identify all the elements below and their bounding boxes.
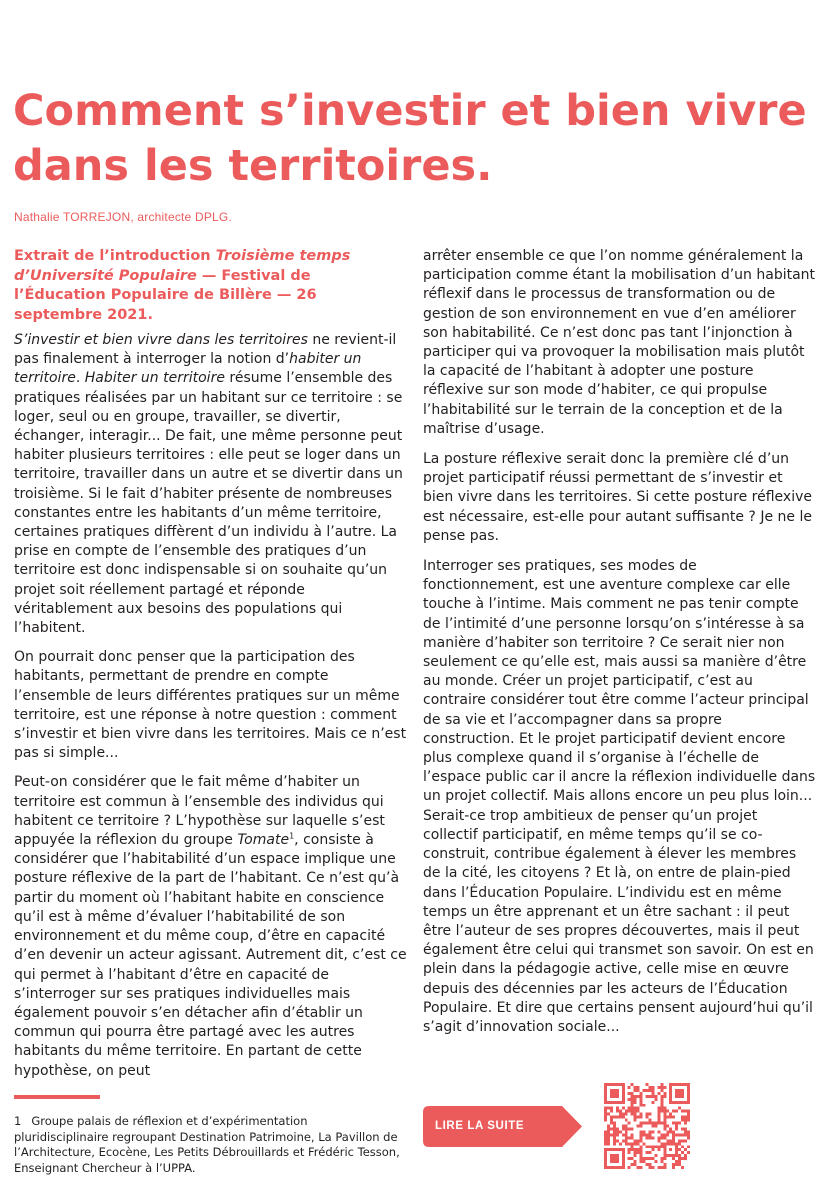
author-line: Nathalie TORREJON, architecte DPLG. [14, 210, 232, 224]
paragraph: La posture réflexive serait donc la première clé d’un projet participatif réussi permettant de s’investir et bien vivre dans les territoires. Si cette posture réflexive est nécessaire, est-elle pour autant suffisante ? Je ne le pense pas. [423, 451, 812, 544]
paragraph: arrêter ensemble ce que l’on nomme généralement la participation comme étant la mobilisation d’un habitant réflexif dans le processus de transformation ou de gestion de son environnement en vue d’en améliorer son habitabilité. Ce n’est donc pas tant l’injonction à participer qui va provoquer la mobilisation mais plutôt la capacité de l’habitant à adopter une posture réflexive sur son mode d’habiter, ce qui propulse l’habitabilité sur le terrain de la conception et de la maîtrise d’usage. [423, 248, 816, 437]
article-column-left [14, 247, 407, 1091]
read-more-label: LIRE LA SUITE [435, 1120, 525, 1132]
footnote: 1 Groupe palais de réflexion et d’expérimentation pluridisciplinaire regroupant Destination Patrimoine, La Pavillon de l’Architecture, Ecocène, Les Petits Débrouillards et Frédéric Tesson, Enseignant Chercheur à l’UPPA. [14, 1114, 400, 1175]
intro-excerpt: Extrait de l’introduction Troisième temps d’Université Populaire — Festival de l’Éducation Populaire de Billère — 26 septembre 2021. [14, 248, 351, 323]
paragraph: Interroger ses pratiques, ses modes de fonctionnement, est une aventure complexe car elle touche à l’intime. Mais comment ne pas tenir compte de l’intimité d’une personne lorsqu’on s’intéresse à sa manière d’habiter son territoire ? Ce serait nier non seulement ce qu’elle est, mais aussi sa manière d’être au monde. Créer un projet participatif, c’est au contraire considérer tout être comme l’acteur principal de sa vie et l’accompagner dans sa propre construction. Et le projet participatif devient encore plus complexe quand il s’organise à l’échelle de l’espace public car il ancre la réflexion individuelle dans un projet collectif. Mais allons encore un peu plus loin... Serait-ce trop ambitieux de penser qu’un projet collectif participatif, en même temps qu’il se co-construit, contribue également à élever les membres de la cité, les citoyens ? Et là, on entre de plain-pied dans l’Éducation Populaire. L’individu est en même temps un être apprenant et un être sachant : il peut être l’auteur de ses propres découvertes, mais il peut également être celui qui transmet son savoir. On est en plein dans la pédagogie active, celle mise en œuvre depuis des décennies par les acteurs de l’Éducation Populaire. Et dire que certains pensent aujourd’hui qu’il s’agit d’innovation sociale... [423, 558, 816, 1035]
page-title: Comment s’investir et bien vivre dans les territoires. [13, 86, 807, 191]
article-column-right [423, 247, 816, 1048]
paragraph: S’investir et bien vivre dans les territoires ne revient-il pas finalement à interroger la notion d’habiter un territoire. Habiter un territoire résume l’ensemble des pratiques réalisées par un habitant sur ce territoire : se loger, seul ou en groupe, travailler, se divertir, échanger, interagir... De fait, une même personne peut habiter plusieurs territoires : elle peut se loger dans un territoire, travailler dans un autre et se divertir dans un troisième. Si le fait d’habiter présente de nombreuses constantes entre les habitants d’un même territoire, certaines pratiques diffèrent d’un individu à l’autre. La prise en compte de l’ensemble des pratiques d’un territoire est donc indispensable si on souhaite qu’un projet soit réellement partagé et réponde véritablement aux besoins des populations qui l’habitent. [14, 332, 403, 637]
paragraph: Peut-on considérer que le fait même d’habiter un territoire est commun à l’ensemble des individus qui habitent ce territoire ? L’hypothèse sur laquelle s’est appuyée la réflexion du groupe Tomate$^1$, consiste à considérer que l’habitabilité d’un espace implique une posture réflexive de la part de l’habitant. Ce n’est qu’à partir du moment où l’habitant habite en conscience qu’il est à même d’évaluer l’habitabilité de son environnement et du même coup, d’être en capacité d’en devenir un acteur agissant. Autrement dit, c’est ce qui permet à l’habitant d’être en capacité de s’interroger sur ses pratiques individuelles mais également pouvoir s’en détacher afin d’établir un commun qui pourra être partagé avec les autres habitants du même territoire. En partant de cette hypothèse, on peut [14, 774, 407, 1079]
paragraph: On pourrait donc penser que la participation des habitants, permettant de prendre en compte l’ensemble de leurs différentes pratiques sur un même territoire, est une réponse à notre question : comment s’investir et bien vivre dans les territoires. Mais ce n’est pas si simple... [14, 649, 407, 762]
read-more-button[interactable] [423, 1106, 582, 1147]
footnote-divider [14, 1095, 100, 1099]
qr-code-icon[interactable] [604, 1083, 690, 1169]
footnote-reference: 1 [289, 831, 295, 841]
